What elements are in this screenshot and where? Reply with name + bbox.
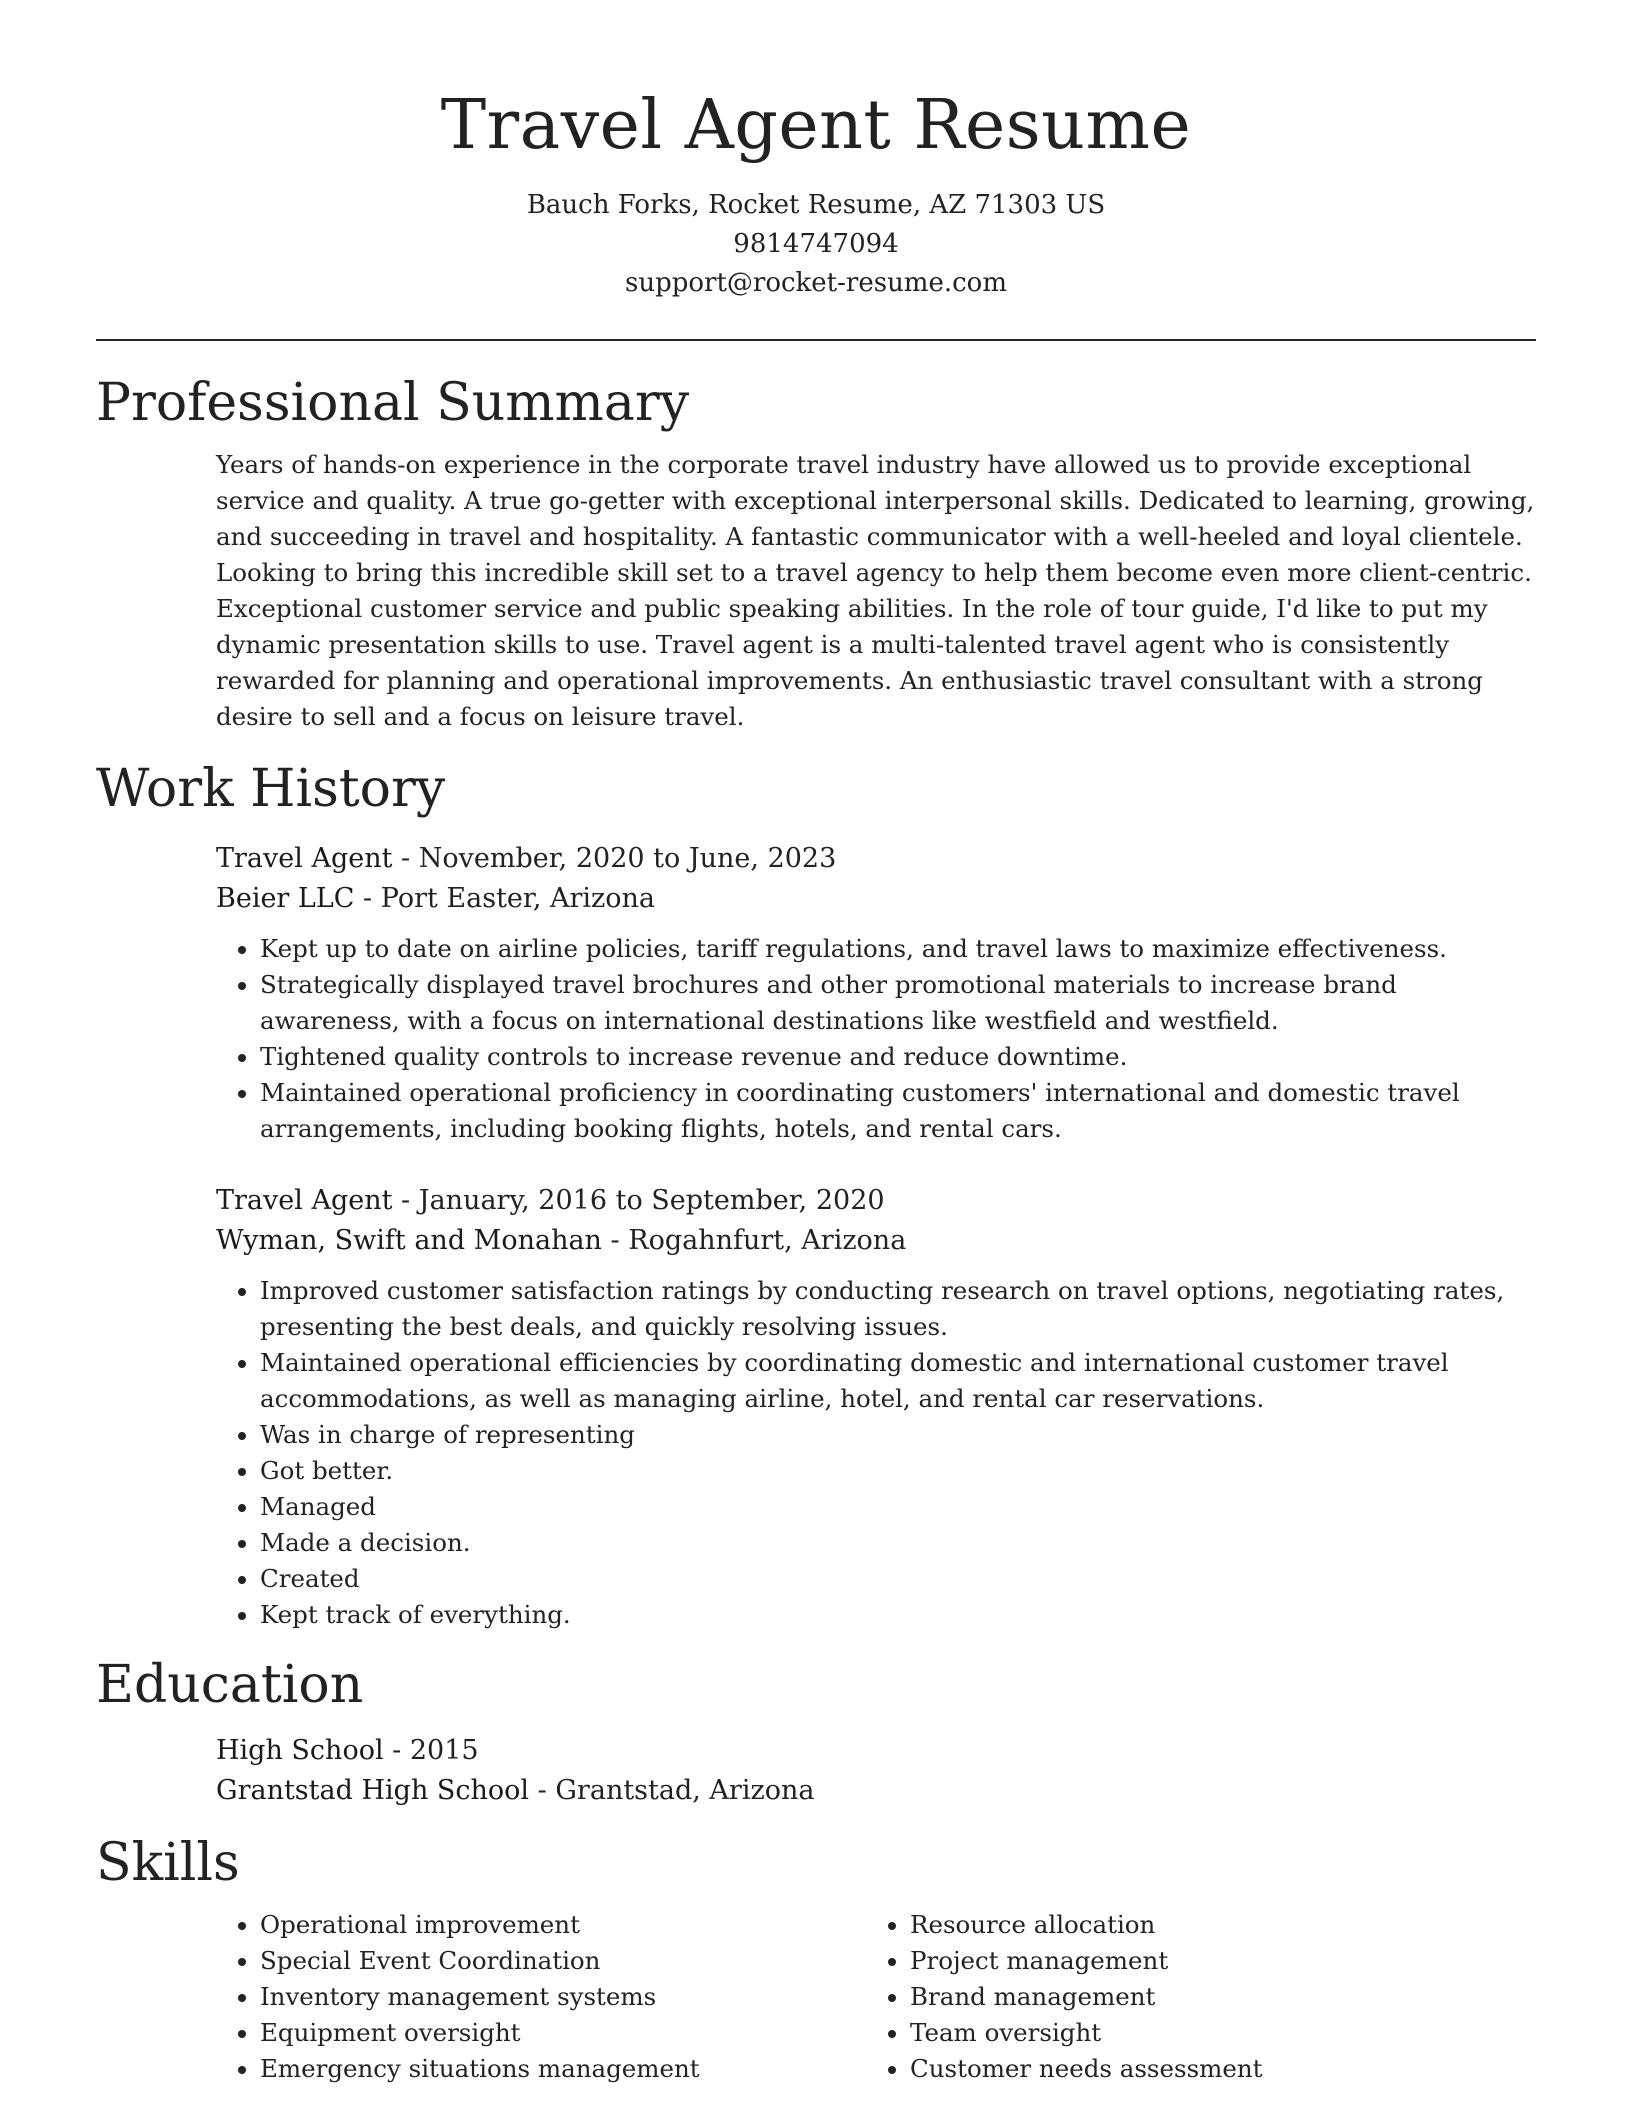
contact-phone: 9814747094 bbox=[733, 229, 899, 259]
job-bullet: • Managed bbox=[260, 1489, 1536, 1525]
skills-column-right bbox=[866, 1907, 1516, 2087]
job-entry bbox=[216, 1181, 1536, 1633]
job-company: Wyman, Swift and Monahan bbox=[216, 1225, 602, 1256]
job-bullet: • Tightened quality controls to increase revenue and reduce downtime. bbox=[260, 1039, 1536, 1075]
job-bullets bbox=[216, 931, 1536, 1147]
resume-header bbox=[0, 0, 1632, 303]
job-location: - Port Easter, Arizona bbox=[354, 883, 656, 914]
job-location: - Rogahnfurt, Arizona bbox=[601, 1225, 907, 1256]
skills-heading: Skills bbox=[96, 1833, 240, 1893]
job-company-line bbox=[216, 1221, 1536, 1261]
education-location: - Grantstad, Arizona bbox=[529, 1775, 815, 1806]
header-divider bbox=[96, 339, 1536, 341]
summary-section bbox=[96, 371, 1536, 735]
job-bullet: • Improved customer satisfaction ratings by conducting research on travel options, negotiating rates, presenting the best deals, and quickly resolving issues. bbox=[260, 1273, 1536, 1345]
education-heading: Education bbox=[96, 1655, 364, 1715]
job-company: Beier LLC bbox=[216, 883, 355, 914]
contact-block bbox=[0, 186, 1632, 303]
job-company-line bbox=[216, 879, 1536, 919]
job-bullet: • Kept track of everything. bbox=[260, 1597, 1536, 1633]
skill-item: • Brand management bbox=[910, 1979, 1516, 2015]
job-dates: - November, 2020 to June, 2023 bbox=[392, 843, 837, 874]
skill-item: • Emergency situations management bbox=[260, 2051, 866, 2087]
skills-section bbox=[96, 1831, 1536, 2087]
contact-email: support@rocket-resume.com bbox=[624, 268, 1007, 298]
skill-item: • Equipment oversight bbox=[260, 2015, 866, 2051]
education-year: - 2015 bbox=[383, 1735, 479, 1766]
skill-item: • Project management bbox=[910, 1943, 1516, 1979]
job-bullet: • Kept up to date on airline policies, tariff regulations, and travel laws to maximize effectiveness. bbox=[260, 931, 1536, 967]
skill-item: • Operational improvement bbox=[260, 1907, 866, 1943]
summary-heading: Professional Summary bbox=[96, 373, 690, 433]
job-entry bbox=[216, 839, 1536, 1147]
job-title-line bbox=[216, 1181, 1536, 1221]
education-degree: High School bbox=[216, 1735, 384, 1766]
job-bullet: • Maintained operational efficiencies by coordinating domestic and international customer travel accommodations, as well as managing airline, hotel, and rental car reservations. bbox=[260, 1345, 1536, 1417]
skill-item: • Resource allocation bbox=[910, 1907, 1516, 1943]
work-history-heading: Work History bbox=[96, 759, 446, 819]
skill-item: • Team oversight bbox=[910, 2015, 1516, 2051]
skills-list bbox=[216, 1907, 866, 2087]
education-degree-line bbox=[216, 1731, 1536, 1771]
job-title-line bbox=[216, 839, 1536, 879]
job-bullet: • Was in charge of representing bbox=[260, 1417, 1536, 1453]
job-bullet: • Got better. bbox=[260, 1453, 1536, 1489]
job-bullet: • Made a decision. bbox=[260, 1525, 1536, 1561]
contact-address: Bauch Forks, Rocket Resume, AZ 71303 US bbox=[526, 190, 1106, 220]
job-bullet: • Strategically displayed travel brochures and other promotional materials to increase brand awareness, with a focus on international destinations like westfield and westfield. bbox=[260, 967, 1536, 1039]
education-section bbox=[96, 1653, 1536, 1811]
job-bullet: • Maintained operational proficiency in coordinating customers' international and domestic travel arrangements, including booking flights, hotels, and rental cars. bbox=[260, 1075, 1536, 1147]
job-dates: - January, 2016 to September, 2020 bbox=[392, 1185, 885, 1216]
skills-column-left bbox=[216, 1907, 866, 2087]
work-history-section bbox=[96, 757, 1536, 1633]
skill-item: • Inventory management systems bbox=[260, 1979, 866, 2015]
job-role: Travel Agent bbox=[216, 1185, 393, 1216]
job-bullets bbox=[216, 1273, 1536, 1633]
resume-title: Travel Agent Resume bbox=[440, 86, 1192, 165]
summary-text: Years of hands-on experience in the corporate travel industry have allowed us to provide exceptional service and quality. A true go-getter with exceptional interpersonal skills. Dedicated to learning, growing, and succeeding in travel and hospitality. A fantastic communicator with a well-heeled and loyal clientele. Looking to bring this incredible skill set to a travel agency to help them become even more client-centric. Exceptional customer service and public speaking abilities. In the role of tour guide, I'd like to put my dynamic presentation skills to use. Travel agent is a multi-talented travel agent who is consistently rewarded for planning and operational improvements. An enthusiastic travel consultant with a strong desire to sell and a focus on leisure travel. bbox=[216, 450, 1535, 731]
skill-item: • Customer needs assessment bbox=[910, 2051, 1516, 2087]
education-school-line bbox=[216, 1771, 1536, 1811]
job-bullet: • Created bbox=[260, 1561, 1536, 1597]
education-school: Grantstad High School bbox=[216, 1775, 530, 1806]
skills-list bbox=[866, 1907, 1516, 2087]
job-role: Travel Agent bbox=[216, 843, 393, 874]
skills-grid bbox=[216, 1907, 1536, 2087]
skill-item: • Special Event Coordination bbox=[260, 1943, 866, 1979]
